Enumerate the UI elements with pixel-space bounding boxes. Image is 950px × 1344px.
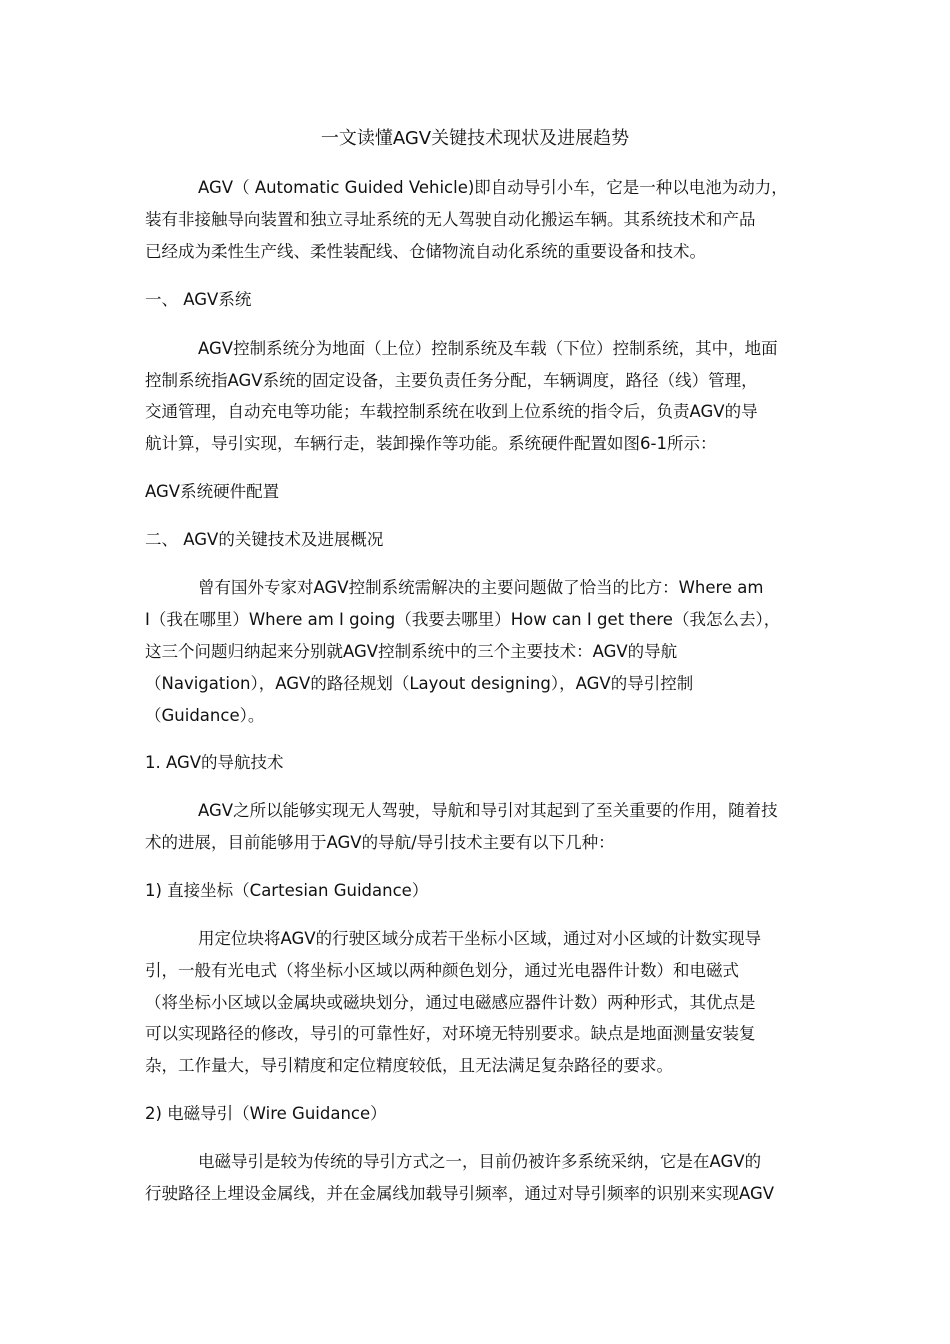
paragraph-line: 用定位块将AGV的行驶区域分成若干坐标小区域，通过对小区域的计数实现导 bbox=[198, 929, 762, 948]
paragraph-line: 航计算，导引实现，车辆行走，装卸操作等功能。系统硬件配置如图6-1所示： bbox=[145, 434, 717, 453]
section-heading: 一、 AGV系统 bbox=[145, 290, 252, 309]
paragraph-line: 装有非接触导向装置和独立寻址系统的无人驾驶自动化搬运车辆。其系统技术和产品 bbox=[145, 210, 756, 229]
paragraph-line: 可以实现路径的修改，导引的可靠性好，对环境无特别要求。缺点是地面测量安装复 bbox=[145, 1024, 756, 1043]
paragraph-line: 杂，工作量大，导引精度和定位精度较低，且无法满足复杂路径的要求。 bbox=[145, 1056, 673, 1075]
paragraph-line: 电磁导引是较为传统的导引方式之一，目前仍被许多系统采纳，它是在AGV的 bbox=[198, 1152, 762, 1171]
paragraph-line: （Navigation），AGV的路径规划（Layout designing），AGV的导引控制 bbox=[145, 674, 694, 693]
paragraph-line: I（我在哪里）Where am I going（我要去哪里）How can I get there（我怎么去）， bbox=[145, 610, 781, 629]
list-item-heading: 2) 电磁导引（Wire Guidance） bbox=[145, 1104, 387, 1123]
paragraph-line: （将坐标小区域以金属块或磁块划分，通过电磁感应器件计数）两种形式，其优点是 bbox=[145, 993, 756, 1012]
paragraph-line: AGV之所以能够实现无人驾驶，导航和导引对其起到了至关重要的作用，随着技 bbox=[198, 801, 778, 820]
section-heading: 二、 AGV的关键技术及进展概况 bbox=[145, 530, 384, 549]
subsection-heading: 1. AGV的导航技术 bbox=[145, 753, 284, 772]
paragraph-line: AGV控制系统分为地面（上位）控制系统及车载（下位）控制系统，其中，地面 bbox=[198, 339, 778, 358]
document-title: 一文读懂AGV关键技术现状及进展趋势 bbox=[320, 128, 630, 149]
figure-caption: AGV系统硬件配置 bbox=[145, 482, 280, 501]
list-item-heading: 1) 直接坐标（Cartesian Guidance） bbox=[145, 881, 429, 900]
paragraph-line: 这三个问题归纳起来分别就AGV控制系统中的三个主要技术：AGV的导航 bbox=[145, 642, 678, 661]
paragraph-line: 术的进展，目前能够用于AGV的导航/导引技术主要有以下几种： bbox=[145, 833, 615, 852]
paragraph-line: 引，一般有光电式（将坐标小区域以两种颜色划分，通过光电器件计数）和电磁式 bbox=[145, 961, 739, 980]
paragraph-line: 控制系统指AGV系统的固定设备，主要负责任务分配，车辆调度，路径（线）管理， bbox=[145, 371, 758, 390]
paragraph-line: 曾有国外专家对AGV控制系统需解决的主要问题做了恰当的比方：Where am bbox=[198, 578, 764, 597]
paragraph-line: 行驶路径上埋设金属线，并在金属线加载导引频率，通过对导引频率的识别来实现AGV bbox=[145, 1184, 775, 1203]
paragraph-line: AGV（ Automatic Guided Vehicle)即自动导引小车，它是一种以电池为动力， bbox=[198, 178, 788, 197]
paragraph-line: 交通管理，自动充电等功能；车载控制系统在收到上位系统的指令后，负责AGV的导 bbox=[145, 402, 758, 421]
paragraph-line: （Guidance）。 bbox=[145, 706, 265, 725]
paragraph-line: 已经成为柔性生产线、柔性装配线、仓储物流自动化系统的重要设备和技术。 bbox=[145, 242, 706, 261]
